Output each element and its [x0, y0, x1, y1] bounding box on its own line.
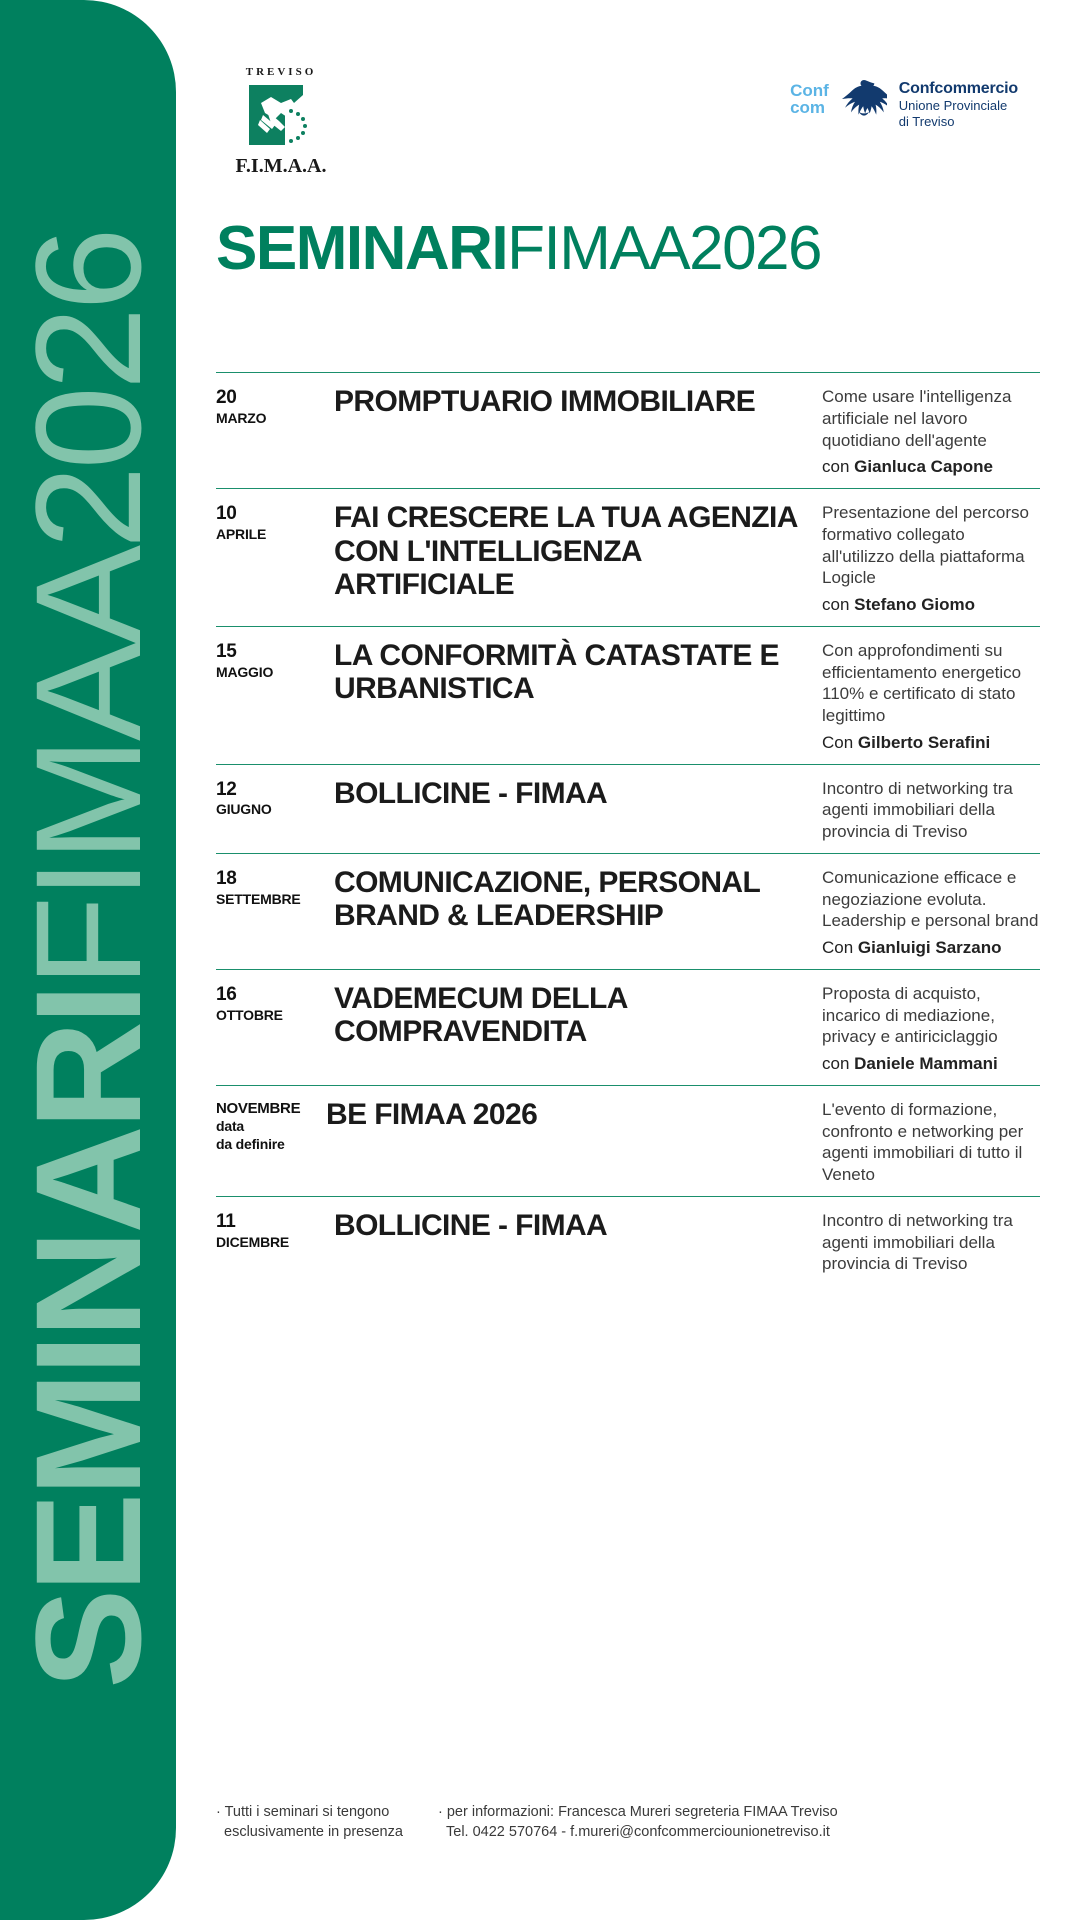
seminar-speaker-prefix: con	[822, 1054, 855, 1073]
seminar-desc-col	[822, 383, 1040, 478]
confcommercio-logo	[790, 76, 1018, 130]
seminar-title: COMUNICAZIONE, PERSONAL BRAND & LEADERSHIP	[334, 865, 760, 933]
fimaa-treviso-label: TREVISO	[245, 66, 317, 78]
handshake-stars-icon	[241, 81, 321, 153]
seminar-description: L'evento di formazione, confronto e networking per agenti immobiliari di tutto il Veneto	[822, 1099, 1024, 1184]
seminar-day: 11	[216, 1210, 236, 1232]
seminar-list	[216, 372, 1040, 1285]
seminar-day: 20	[216, 387, 237, 408]
footer-note-left	[216, 1802, 422, 1842]
seminar-month: MARZO	[216, 409, 267, 426]
seminar-title-col	[334, 980, 822, 1075]
seminar-day: 12	[216, 778, 237, 800]
seminar-description: Come usare l'intelligenza artificiale nel lavoro quotidiano dell'agente	[822, 387, 1012, 450]
confcommercio-subtitle-line-2: di Treviso	[898, 113, 955, 129]
seminar-day: 15	[216, 640, 237, 662]
seminar-desc-col	[822, 499, 1040, 616]
seminar-title: BE FIMAA 2026	[326, 1097, 538, 1131]
seminar-month: data	[216, 1118, 244, 1134]
seminar-month: APRILE	[216, 525, 267, 542]
seminar-desc-col	[822, 1096, 1040, 1186]
seminar-date	[216, 775, 334, 843]
seminar-speaker	[822, 937, 1040, 959]
seminar-speaker-name: Gianluca Capone	[854, 457, 994, 477]
seminar-title: FAI CRESCERE LA TUA AGENZIA CON L'INTELLIGENZA ARTIFICIALE	[334, 501, 797, 602]
seminar-row[interactable]	[216, 372, 1040, 488]
seminar-speaker	[822, 732, 1040, 754]
page-title-fimaa: FIMAA	[507, 214, 690, 283]
footer	[216, 1802, 1040, 1842]
seminar-date	[216, 864, 334, 959]
seminar-month: GIUGNO	[216, 801, 272, 818]
seminar-speaker-prefix: Con	[822, 732, 858, 752]
seminar-title-col	[334, 383, 822, 478]
footer-note-right	[438, 1802, 1040, 1842]
seminar-title: BOLLICINE - FIMAA	[334, 1208, 608, 1242]
seminar-title: LA CONFORMITÀ CATASTATE E URBANISTICA	[334, 638, 779, 706]
seminar-row[interactable]	[216, 764, 1040, 853]
seminar-date	[216, 637, 334, 754]
seminar-date-extra: da definire	[216, 1136, 285, 1153]
seminar-title-col	[334, 637, 822, 754]
seminar-day: 16	[216, 983, 237, 1005]
content-area	[176, 0, 1080, 1920]
seminar-day: 18	[216, 867, 237, 889]
seminar-date	[216, 980, 334, 1075]
seminar-speaker-name: Stefano Giomo	[854, 595, 976, 614]
seminar-day: 10	[216, 503, 237, 524]
confcommercio-subtitle	[899, 98, 1018, 131]
seminar-description: Comunicazione efficace e negoziazione evoluta. Leadership e personal brand	[822, 867, 1039, 931]
seminar-description: Incontro di networking tra agenti immobiliari della provincia di Treviso	[822, 778, 1013, 841]
seminar-speaker	[822, 594, 1040, 616]
seminar-desc-col	[822, 864, 1040, 959]
page-title-seminari: SEMINARI	[216, 214, 508, 283]
seminar-speaker-name: Daniele Mammani	[854, 1054, 998, 1073]
seminar-row[interactable]	[216, 1085, 1040, 1196]
seminar-date	[216, 383, 334, 478]
seminar-title-col	[334, 864, 822, 959]
confcom-wordmark	[790, 76, 829, 116]
seminar-title-col	[334, 499, 822, 616]
seminar-description: Incontro di networking tra agenti immobiliari della provincia di Treviso	[822, 1210, 1013, 1274]
seminar-row[interactable]	[216, 853, 1040, 969]
seminar-row[interactable]	[216, 1196, 1040, 1285]
confcom-line-2: com	[790, 97, 826, 117]
side-panel	[0, 0, 176, 1920]
seminar-row[interactable]	[216, 969, 1040, 1085]
seminar-row[interactable]	[216, 626, 1040, 764]
confcommercio-title: Confcommercio	[898, 80, 1018, 97]
seminar-desc-col	[822, 637, 1040, 754]
seminar-day: NOVEMBRE	[216, 1099, 301, 1117]
seminar-title-col	[334, 775, 822, 843]
seminar-speaker-prefix: con	[822, 595, 855, 614]
seminar-date	[216, 499, 334, 616]
sidebar-watermark	[4, 231, 172, 1689]
seminar-speaker-name: Gianluigi Sarzano	[857, 938, 1002, 957]
seminar-description: Proposta di acquisto, incarico di mediazione, privacy e antiriciclaggio	[822, 983, 998, 1047]
seminar-desc-col	[822, 1207, 1040, 1275]
seminar-desc-col	[822, 980, 1040, 1075]
seminar-speaker-prefix: con	[822, 457, 855, 477]
page-title-year: 2026	[689, 214, 822, 283]
seminar-title-col	[334, 1207, 822, 1275]
header	[176, 56, 1080, 176]
seminar-speaker-prefix: Con	[822, 938, 858, 957]
seminar-month: SETTEMBRE	[216, 890, 301, 907]
seminar-description: Presentazione del percorso formativo collegato all'utilizzo della piattaforma Logicle	[822, 503, 1029, 588]
seminar-title: PROMPTUARIO IMMOBILIARE	[334, 385, 756, 418]
watermark-fimaa: FIMAA	[4, 548, 172, 988]
seminar-title: VADEMECUM DELLA COMPRAVENDITA	[334, 981, 627, 1049]
seminar-speaker-name: Gilberto Serafini	[857, 732, 991, 752]
seminar-date	[216, 1096, 326, 1186]
seminar-speaker	[822, 456, 1040, 478]
seminar-row[interactable]	[216, 488, 1040, 626]
watermark-seminari: SEMINARI	[4, 987, 172, 1689]
seminar-speaker	[822, 1053, 1040, 1075]
confcommercio-text	[899, 76, 1018, 130]
seminar-description: Con approfondimenti su efficientamento energetico 110% e certificato di stato legittimo	[822, 640, 1022, 725]
seminar-month: DICEMBRE	[216, 1233, 290, 1250]
watermark-year: 2026	[4, 231, 172, 549]
seminar-title: BOLLICINE - FIMAA	[334, 776, 608, 810]
fimaa-logo	[216, 66, 346, 178]
footer-left-line-1: · Tutti i seminari si tengono	[216, 1804, 390, 1820]
confcom-line-1: Conf	[790, 81, 829, 100]
page-title	[216, 214, 822, 283]
seminar-desc-col	[822, 775, 1040, 843]
footer-right-line-2: Tel. 0422 570764 - f.mureri@confcommerciounionetreviso.it	[446, 1824, 830, 1840]
seminar-month: OTTOBRE	[216, 1006, 283, 1023]
confcommercio-subtitle-line-1: Unione Provinciale	[898, 97, 1008, 113]
footer-right-line-1: · per informazioni: Francesca Mureri segreteria FIMAA Treviso	[438, 1804, 838, 1820]
seminar-month: MAGGIO	[216, 663, 274, 680]
seminar-date	[216, 1207, 334, 1275]
footer-left-line-2: esclusivamente in presenza	[224, 1824, 403, 1840]
seminar-title-col	[326, 1096, 822, 1186]
eagle-icon	[841, 76, 887, 125]
fimaa-name-label: F.I.M.A.A.	[235, 155, 327, 177]
